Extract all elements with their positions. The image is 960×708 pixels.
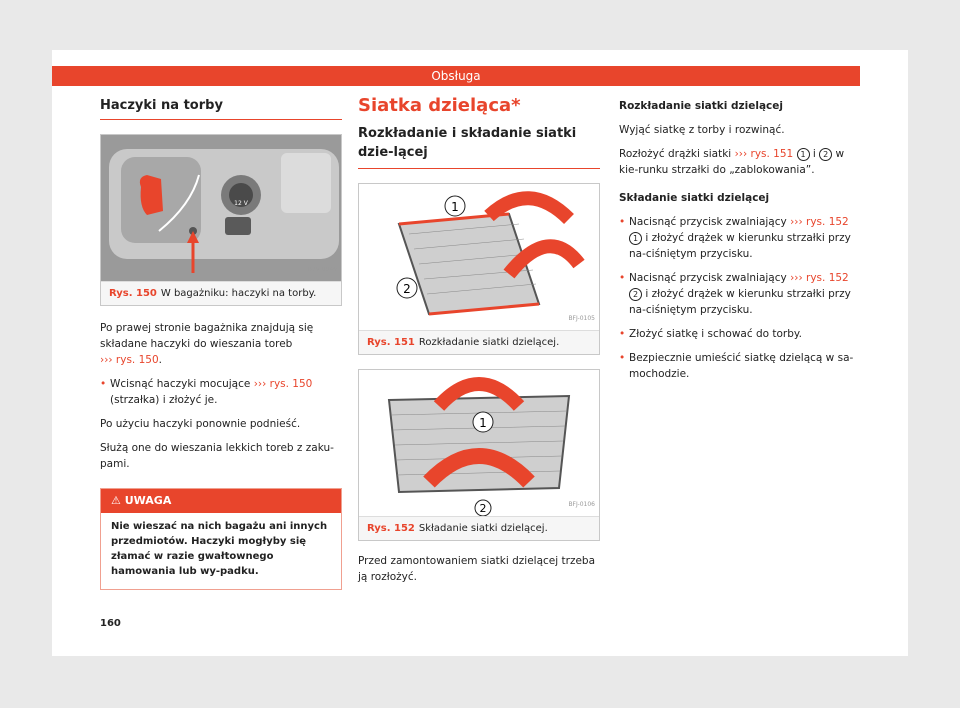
figure-reference-link[interactable]: ››› rys. 151 xyxy=(734,148,794,160)
callout-marker: 1 xyxy=(629,232,642,245)
bullet-item xyxy=(619,214,861,262)
paragraph: Wyjąć siatkę z torby i rozwinąć. xyxy=(619,124,785,136)
bullet-item xyxy=(619,270,861,318)
figure-150 xyxy=(100,134,342,306)
figure-number: Rys. 150 xyxy=(109,288,157,299)
warning-box xyxy=(100,488,342,590)
figure-151-image xyxy=(359,184,599,330)
figure-151 xyxy=(358,183,600,355)
figure-number: Rys. 152 xyxy=(367,523,415,534)
callout-marker: 2 xyxy=(629,288,642,301)
text: Rozłożyć drążki siatki xyxy=(619,148,732,160)
heading-fold: Składanie siatki dzielącej xyxy=(619,192,770,204)
text: Nacisnąć przycisk zwalniający xyxy=(629,216,787,228)
socket-badge-text: 12 V xyxy=(234,200,248,207)
paragraph: Po użyciu haczyki ponownie podnieść. xyxy=(100,418,301,430)
text: Nacisnąć przycisk zwalniający xyxy=(629,272,787,284)
figure-code: BFJ-0105 xyxy=(568,315,595,322)
bullet-item: • Złożyć siatkę i schować do torby. xyxy=(619,326,861,342)
text: i złożyć drążek w kierunku strzałki przy na-ciśniętym przycisku. xyxy=(629,232,851,260)
figure-152-image xyxy=(359,370,599,516)
net-fold-illustration xyxy=(359,370,599,516)
trunk-hooks-illustration xyxy=(101,135,341,281)
figure-150-image xyxy=(101,135,341,281)
section-header: Obsługa xyxy=(52,66,860,86)
chapter-title: Siatka dzieląca* xyxy=(358,95,521,116)
figure-reference-link[interactable]: ››› rys. 150 xyxy=(253,378,313,390)
text: i xyxy=(812,148,816,160)
figure-reference-link[interactable]: ››› rys. 152 xyxy=(790,272,849,284)
paragraph: Po prawej stronie bagażnika znajdują się składane haczyki do wieszania toreb ››› rys. 150. xyxy=(100,322,314,366)
section-title-unfold: Rozkładanie i składanie siatki dzie-lącej xyxy=(358,124,600,169)
bullet-item xyxy=(100,376,342,408)
text: w kie-runku strzałki do „zablokowania”. xyxy=(619,148,845,176)
caption-text: Składanie siatki dzielącej. xyxy=(418,523,548,534)
callout-marker: 1 xyxy=(797,148,810,161)
warning-icon: ⚠ xyxy=(111,494,121,507)
paragraph: Przed zamontowaniem siatki dzielącej trzeba ją rozłożyć. xyxy=(358,555,596,583)
figure-reference-link[interactable]: ››› rys. 152 xyxy=(790,216,849,228)
callout-2: 2 xyxy=(479,502,487,515)
figure-code: B7V-0949 xyxy=(307,266,337,273)
figure-code: BFJ-0106 xyxy=(568,501,595,508)
text: i złożyć drążek w kierunku strzałki przy na-ciśniętym przycisku. xyxy=(629,288,851,316)
text: Po prawej stronie bagażnika znajdują się składane haczyki do wieszania toreb xyxy=(100,322,314,350)
heading-unfold: Rozkładanie siatki dzielącej xyxy=(619,100,783,112)
warning-label: UWAGA xyxy=(124,494,172,507)
figure-reference-link[interactable]: ››› rys. 150 xyxy=(100,354,159,366)
figure-number: Rys. 151 xyxy=(367,337,415,348)
figure-caption xyxy=(101,281,341,305)
paragraph: Służą one do wieszania lekkich toreb z zaku-pami. xyxy=(100,442,334,470)
warning-text: Nie wieszać na nich bagażu ani innych przedmiotów. Haczyki mogłyby się złamać w razie gwałtownego hamowania lub wy-padku. xyxy=(111,521,328,577)
caption-text: W bagażniku: haczyki na torby. xyxy=(160,288,317,299)
column-divider-net xyxy=(358,95,600,593)
callout-marker: 2 xyxy=(819,148,832,161)
section-title-hooks: Haczyki na torby xyxy=(100,98,342,120)
figure-caption xyxy=(359,516,599,540)
page-number: 160 xyxy=(100,618,121,629)
net-unfold-illustration xyxy=(359,184,599,330)
text: (strzałka) i złożyć je. xyxy=(110,394,218,406)
caption-text: Rozkładanie siatki dzielącej. xyxy=(418,337,560,348)
text: Wcisnąć haczyki mocujące xyxy=(110,378,251,390)
bullet-item: • Bezpiecznie umieścić siatkę dzielącą w sa-mochodzie. xyxy=(619,350,861,382)
column-hooks xyxy=(100,98,342,590)
column-instructions xyxy=(619,98,861,390)
warning-header xyxy=(101,489,341,513)
paragraph xyxy=(619,146,861,178)
callout-1: 1 xyxy=(479,416,487,430)
callout-1: 1 xyxy=(451,200,459,214)
figure-152 xyxy=(358,369,600,541)
figure-caption xyxy=(359,330,599,354)
callout-2: 2 xyxy=(403,282,411,296)
